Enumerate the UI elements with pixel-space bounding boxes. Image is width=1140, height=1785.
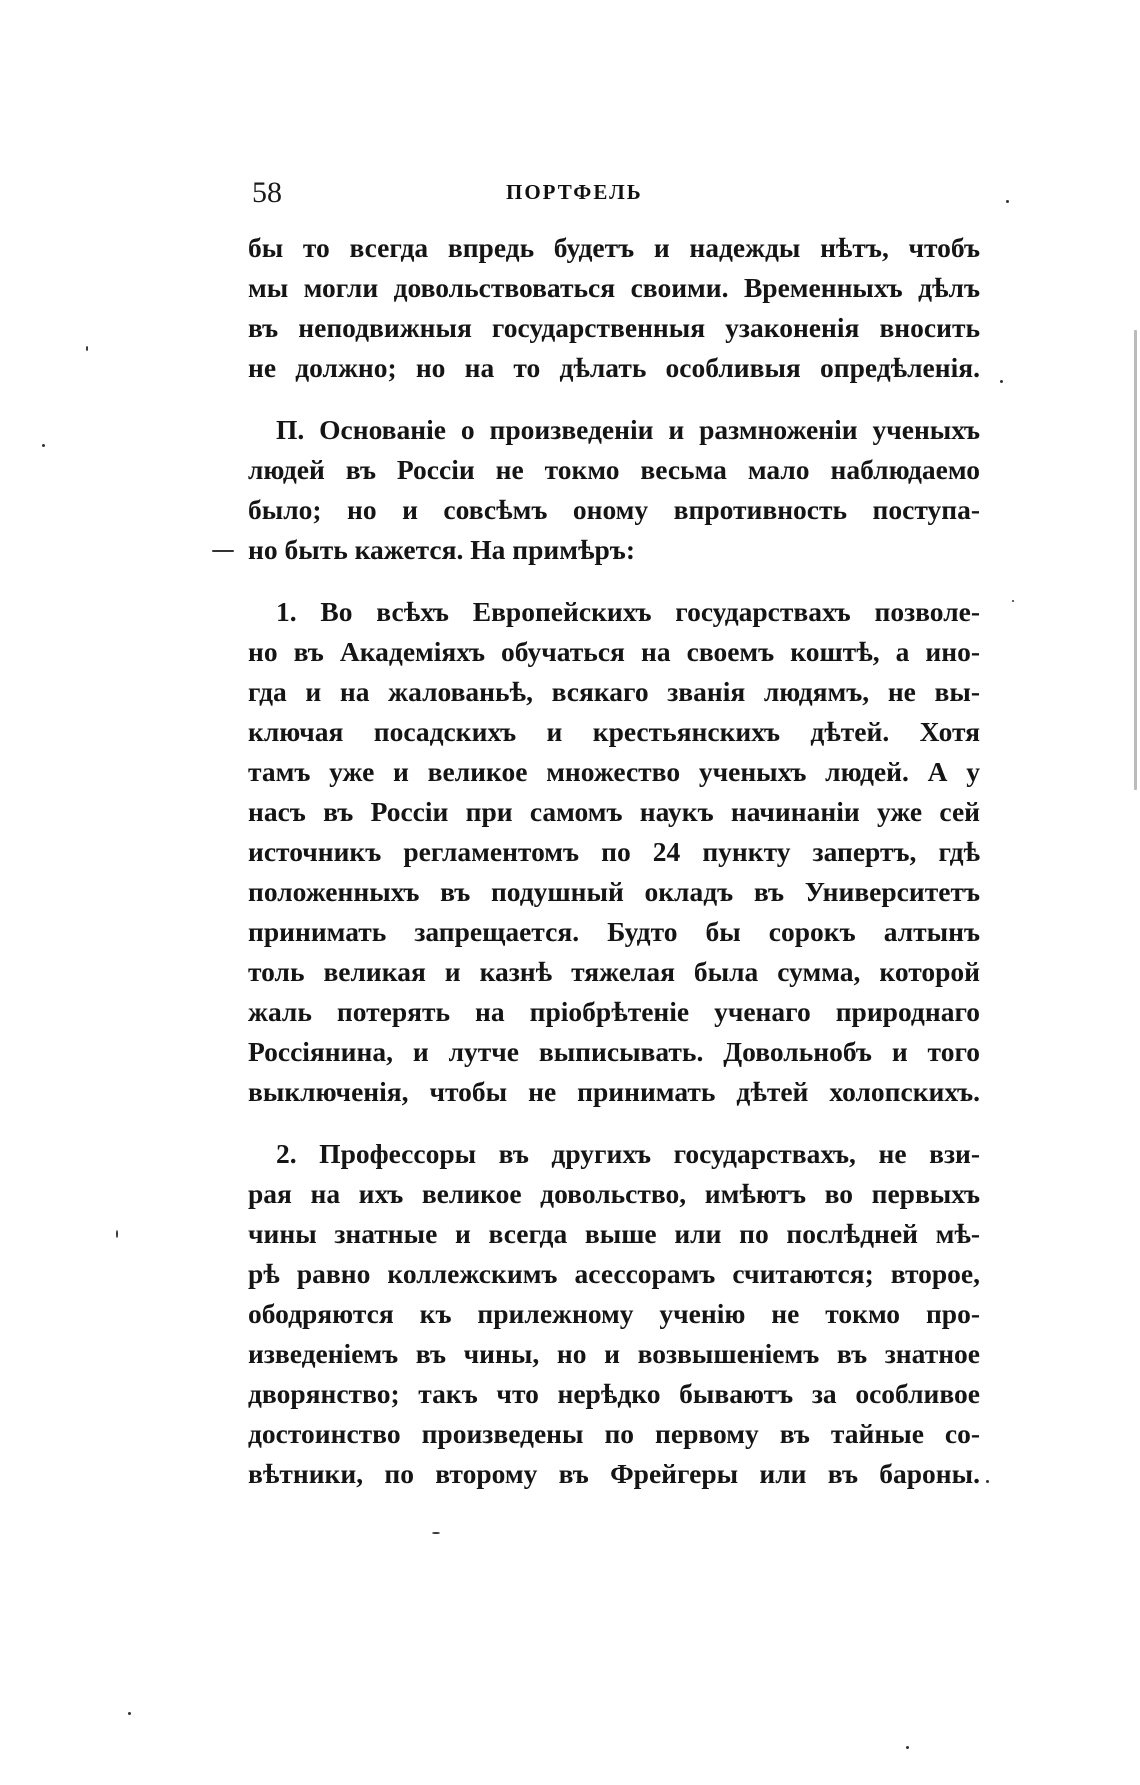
text-line: 1. Во всѣхъ Европейскихъ государствахъ позволе- [276, 596, 980, 627]
text-line: чины знатные и всегда выше или по послѣдней мѣ- [248, 1218, 980, 1249]
text-line: источникъ регламентомъ по 24 пункту запертъ, гдѣ [248, 836, 980, 867]
text-line: но быть кажется. На примѣръ: [248, 534, 635, 565]
scan-speck [906, 1746, 909, 1749]
scan-speck [1134, 330, 1137, 790]
text-line: достоинство произведены по первому въ тайные со- [248, 1418, 980, 1449]
body-text [248, 228, 980, 1494]
text-line: тамъ уже и великое множество ученыхъ людей. А у [248, 756, 980, 787]
text-line: вѣтники, по второму въ Фрейгеры или въ бароны. [248, 1458, 980, 1489]
text-line: изведеніемъ въ чины, но и возвышеніемъ въ знатное [248, 1338, 980, 1369]
page-number: 58 [252, 176, 282, 209]
text-line: бы то всегда впредь будетъ и надежды нѣтъ, чтобъ [248, 232, 980, 263]
text-line: ключая посадскихъ и крестьянскихъ дѣтей. Хотя [248, 716, 980, 747]
scan-speck [1012, 600, 1014, 602]
text-line: Россіянина, и лутче выписывать. Довольнобъ и того [248, 1036, 980, 1067]
scan-speck [86, 346, 88, 351]
paragraph [248, 410, 980, 570]
scan-speck [986, 1480, 989, 1483]
page-header [250, 176, 980, 220]
text-line: людей въ Россіи не токмо весьма мало наблюдаемо [248, 454, 980, 485]
scan-speck [128, 1712, 131, 1715]
text-line: въ неподвижныя государственныя узаконенія вносить [248, 312, 980, 343]
text-line: принимать запрещается. Будто бы сорокъ алтынъ [248, 916, 980, 947]
scan-speck [116, 1230, 118, 1238]
text-line: 2. Профессоры въ другихъ государствахъ, не взи- [276, 1138, 980, 1169]
text-line: толь великая и казнѣ тяжелая была сумма, которой [248, 956, 980, 987]
running-head: ПОРТФЕЛЬ [506, 180, 643, 204]
text-line: насъ въ Россіи при самомъ наукъ начинаніи уже сей [248, 796, 980, 827]
scan-speck [42, 444, 45, 447]
text-line: ободряются къ прилежному ученію не токмо про- [248, 1298, 980, 1329]
scan-speck [1000, 380, 1003, 383]
text-line: было; но и совсѣмъ оному впротивность поступа- [248, 494, 980, 525]
text-line: дворянство; такъ что нерѣдко бываютъ за особливое [248, 1378, 980, 1409]
paragraph [248, 592, 980, 1112]
paragraph [248, 1134, 980, 1494]
text-line: выключенія, чтобы не принимать дѣтей холопскихъ. [248, 1076, 980, 1107]
text-line: рѣ равно коллежскимъ асессорамъ считаются; второе, [248, 1258, 980, 1289]
paragraph [248, 228, 980, 388]
text-line: жаль потерять на пріобрѣтеніе ученаго природнаго [248, 996, 980, 1027]
text-line: но въ Академіяхъ обучаться на своемъ коштѣ, а ино- [248, 636, 980, 667]
text-line: рая на ихъ великое довольство, имѣютъ во первыхъ [248, 1178, 980, 1209]
scan-speck [432, 1532, 440, 1534]
scan-speck [212, 550, 234, 552]
text-line: мы могли довольствоваться своими. Временныхъ дѣлъ [248, 272, 980, 303]
text-line: гда и на жалованьѣ, всякаго званія людямъ, не вы- [248, 676, 980, 707]
text-line: положенныхъ въ подушный окладъ въ Университетъ [248, 876, 980, 907]
text-line: не должно; но на то дѣлать особливыя опредѣленія. [248, 352, 980, 383]
scan-speck [1006, 200, 1009, 203]
text-line: П. Основаніе о произведеніи и размноженіи ученыхъ [276, 414, 980, 445]
